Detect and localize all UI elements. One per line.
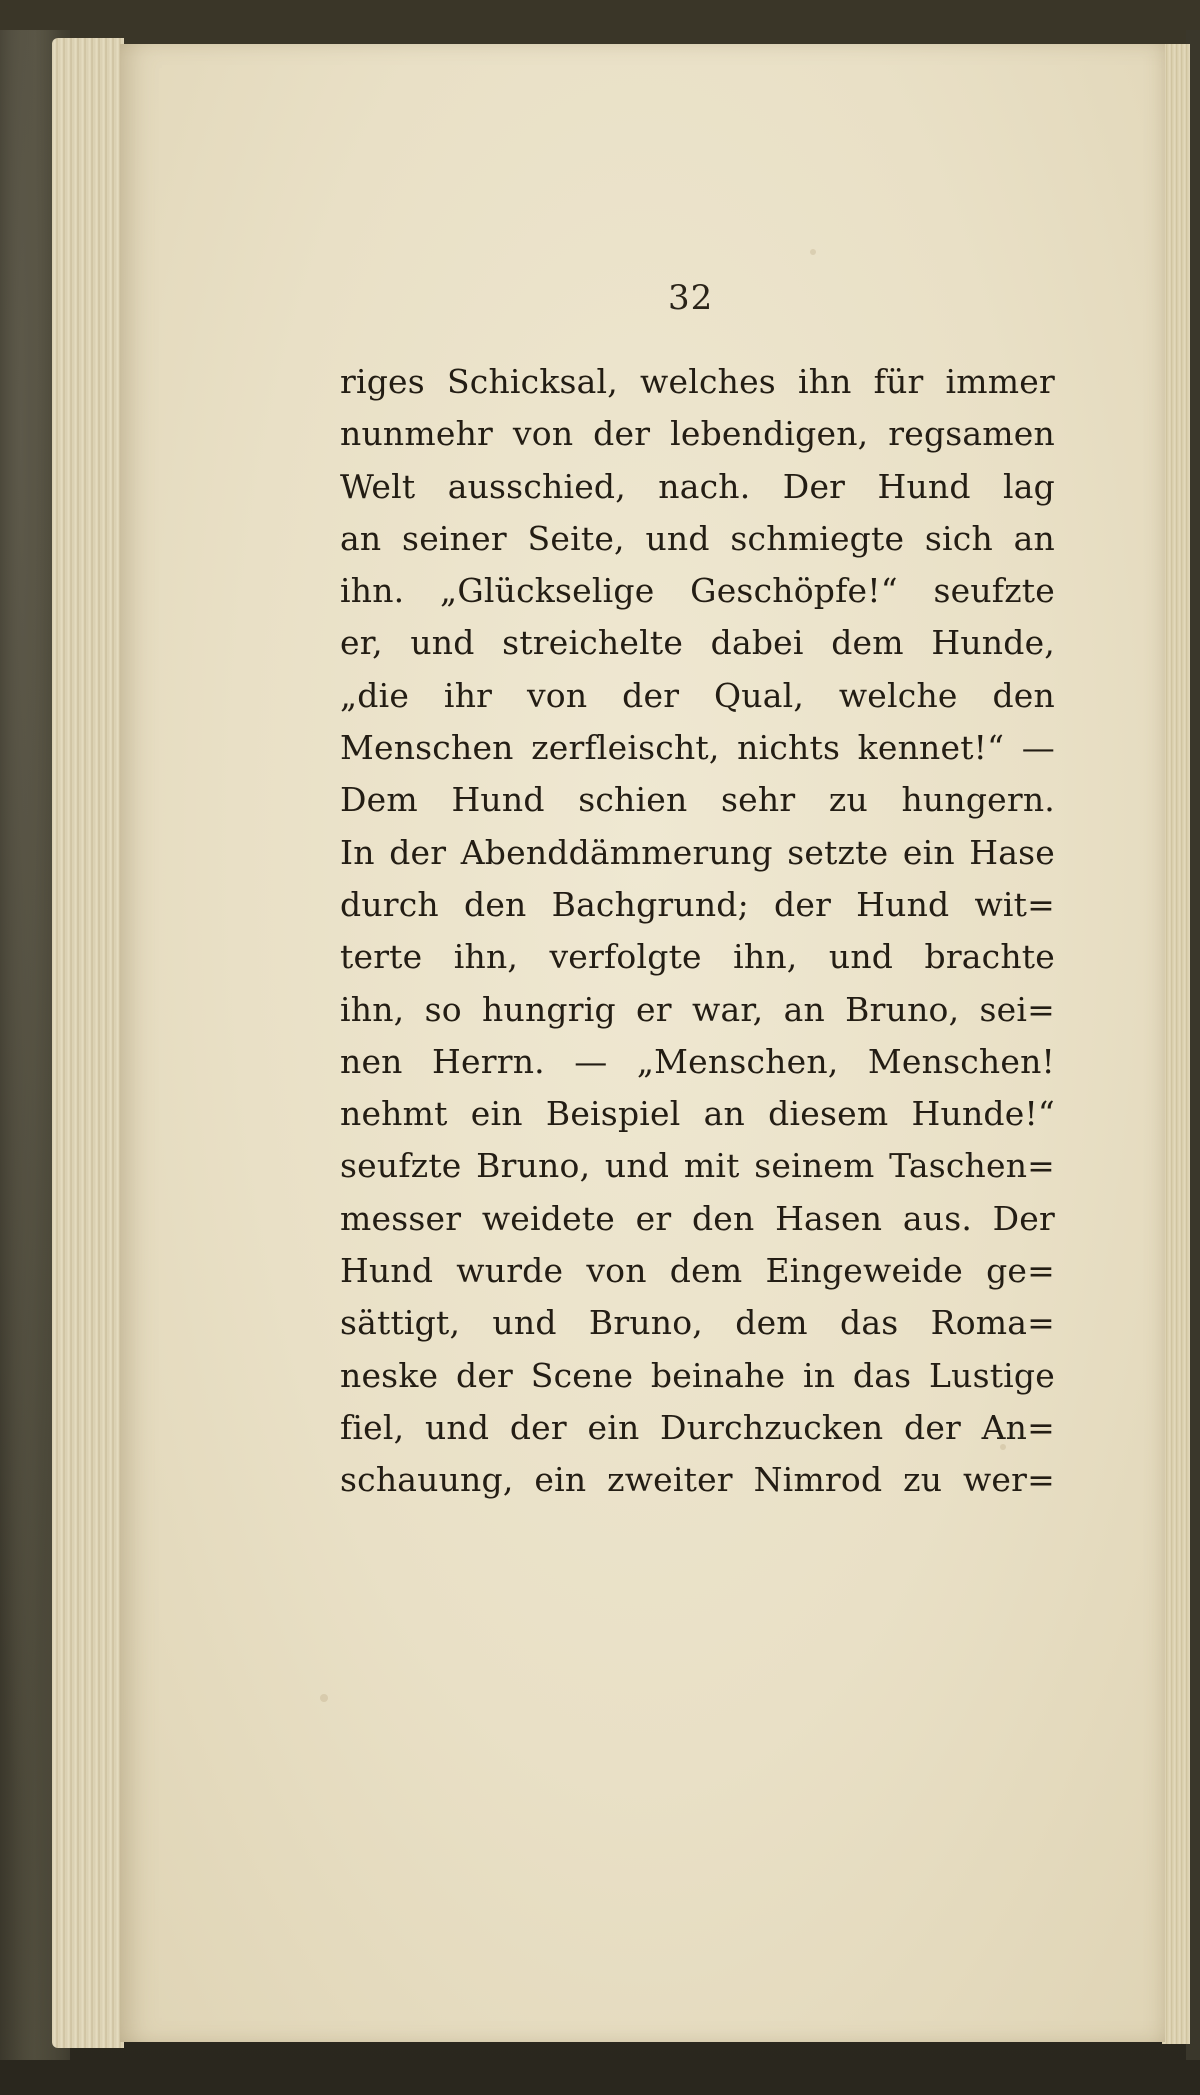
foxing-spot [810,249,816,255]
text-line: nen Herrn. — „Menschen, Menschen! [340,1041,1055,1081]
text-line: durch den Bachgrund; der Hund wit= [340,884,1055,924]
text-line: sättigt, und Bruno, dem das Roma= [340,1303,1055,1343]
body-text [340,356,1055,1507]
text-line: terte ihn, verfolgte ihn, und brachte [340,937,1055,977]
text-line: Menschen zerfleischt, nichts kennet!“ — [340,728,1055,768]
text-line: an seiner Seite, und schmiegte sich an [340,518,1055,558]
text-line: neske der Scene beinahe in das Lustige [340,1355,1055,1395]
text-line: messer weidete er den Hasen aus. Der [340,1198,1055,1238]
text-line: schauung, ein zweiter Nimrod zu wer= [340,1460,1055,1500]
text-line: Welt ausschied, nach. Der Hund lag [340,466,1055,506]
text-line: ihn. „Glückselige Geschöpfe!“ seufzte [340,571,1055,611]
text-line: In der Abenddämmerung setzte ein Hase [340,832,1055,872]
foxing-spot [320,1694,328,1702]
text-line: fiel, und der ein Durchzucken der An= [340,1407,1055,1447]
text-line: „die ihr von der Qual, welche den [340,675,1055,715]
text-line: nehmt ein Beispiel an diesem Hunde!“ [340,1094,1055,1134]
text-line: er, und streichelte dabei dem Hunde, [340,623,1055,663]
text-line: riges Schicksal, welches ihn für immer [340,362,1055,401]
text-line: ihn, so hungrig er war, an Bruno, sei= [340,989,1055,1029]
text-line: Dem Hund schien sehr zu hungern. [340,780,1055,820]
page-edges-right [1162,44,1190,2044]
text-line: nunmehr von der lebendigen, regsamen [340,414,1055,454]
page-edges-left [52,38,124,2048]
page-number: 32 [668,278,714,318]
text-line: seufzte Bruno, und mit seinem Taschen= [340,1146,1055,1186]
text-line: Hund wurde von dem Eingeweide ge= [340,1251,1055,1291]
